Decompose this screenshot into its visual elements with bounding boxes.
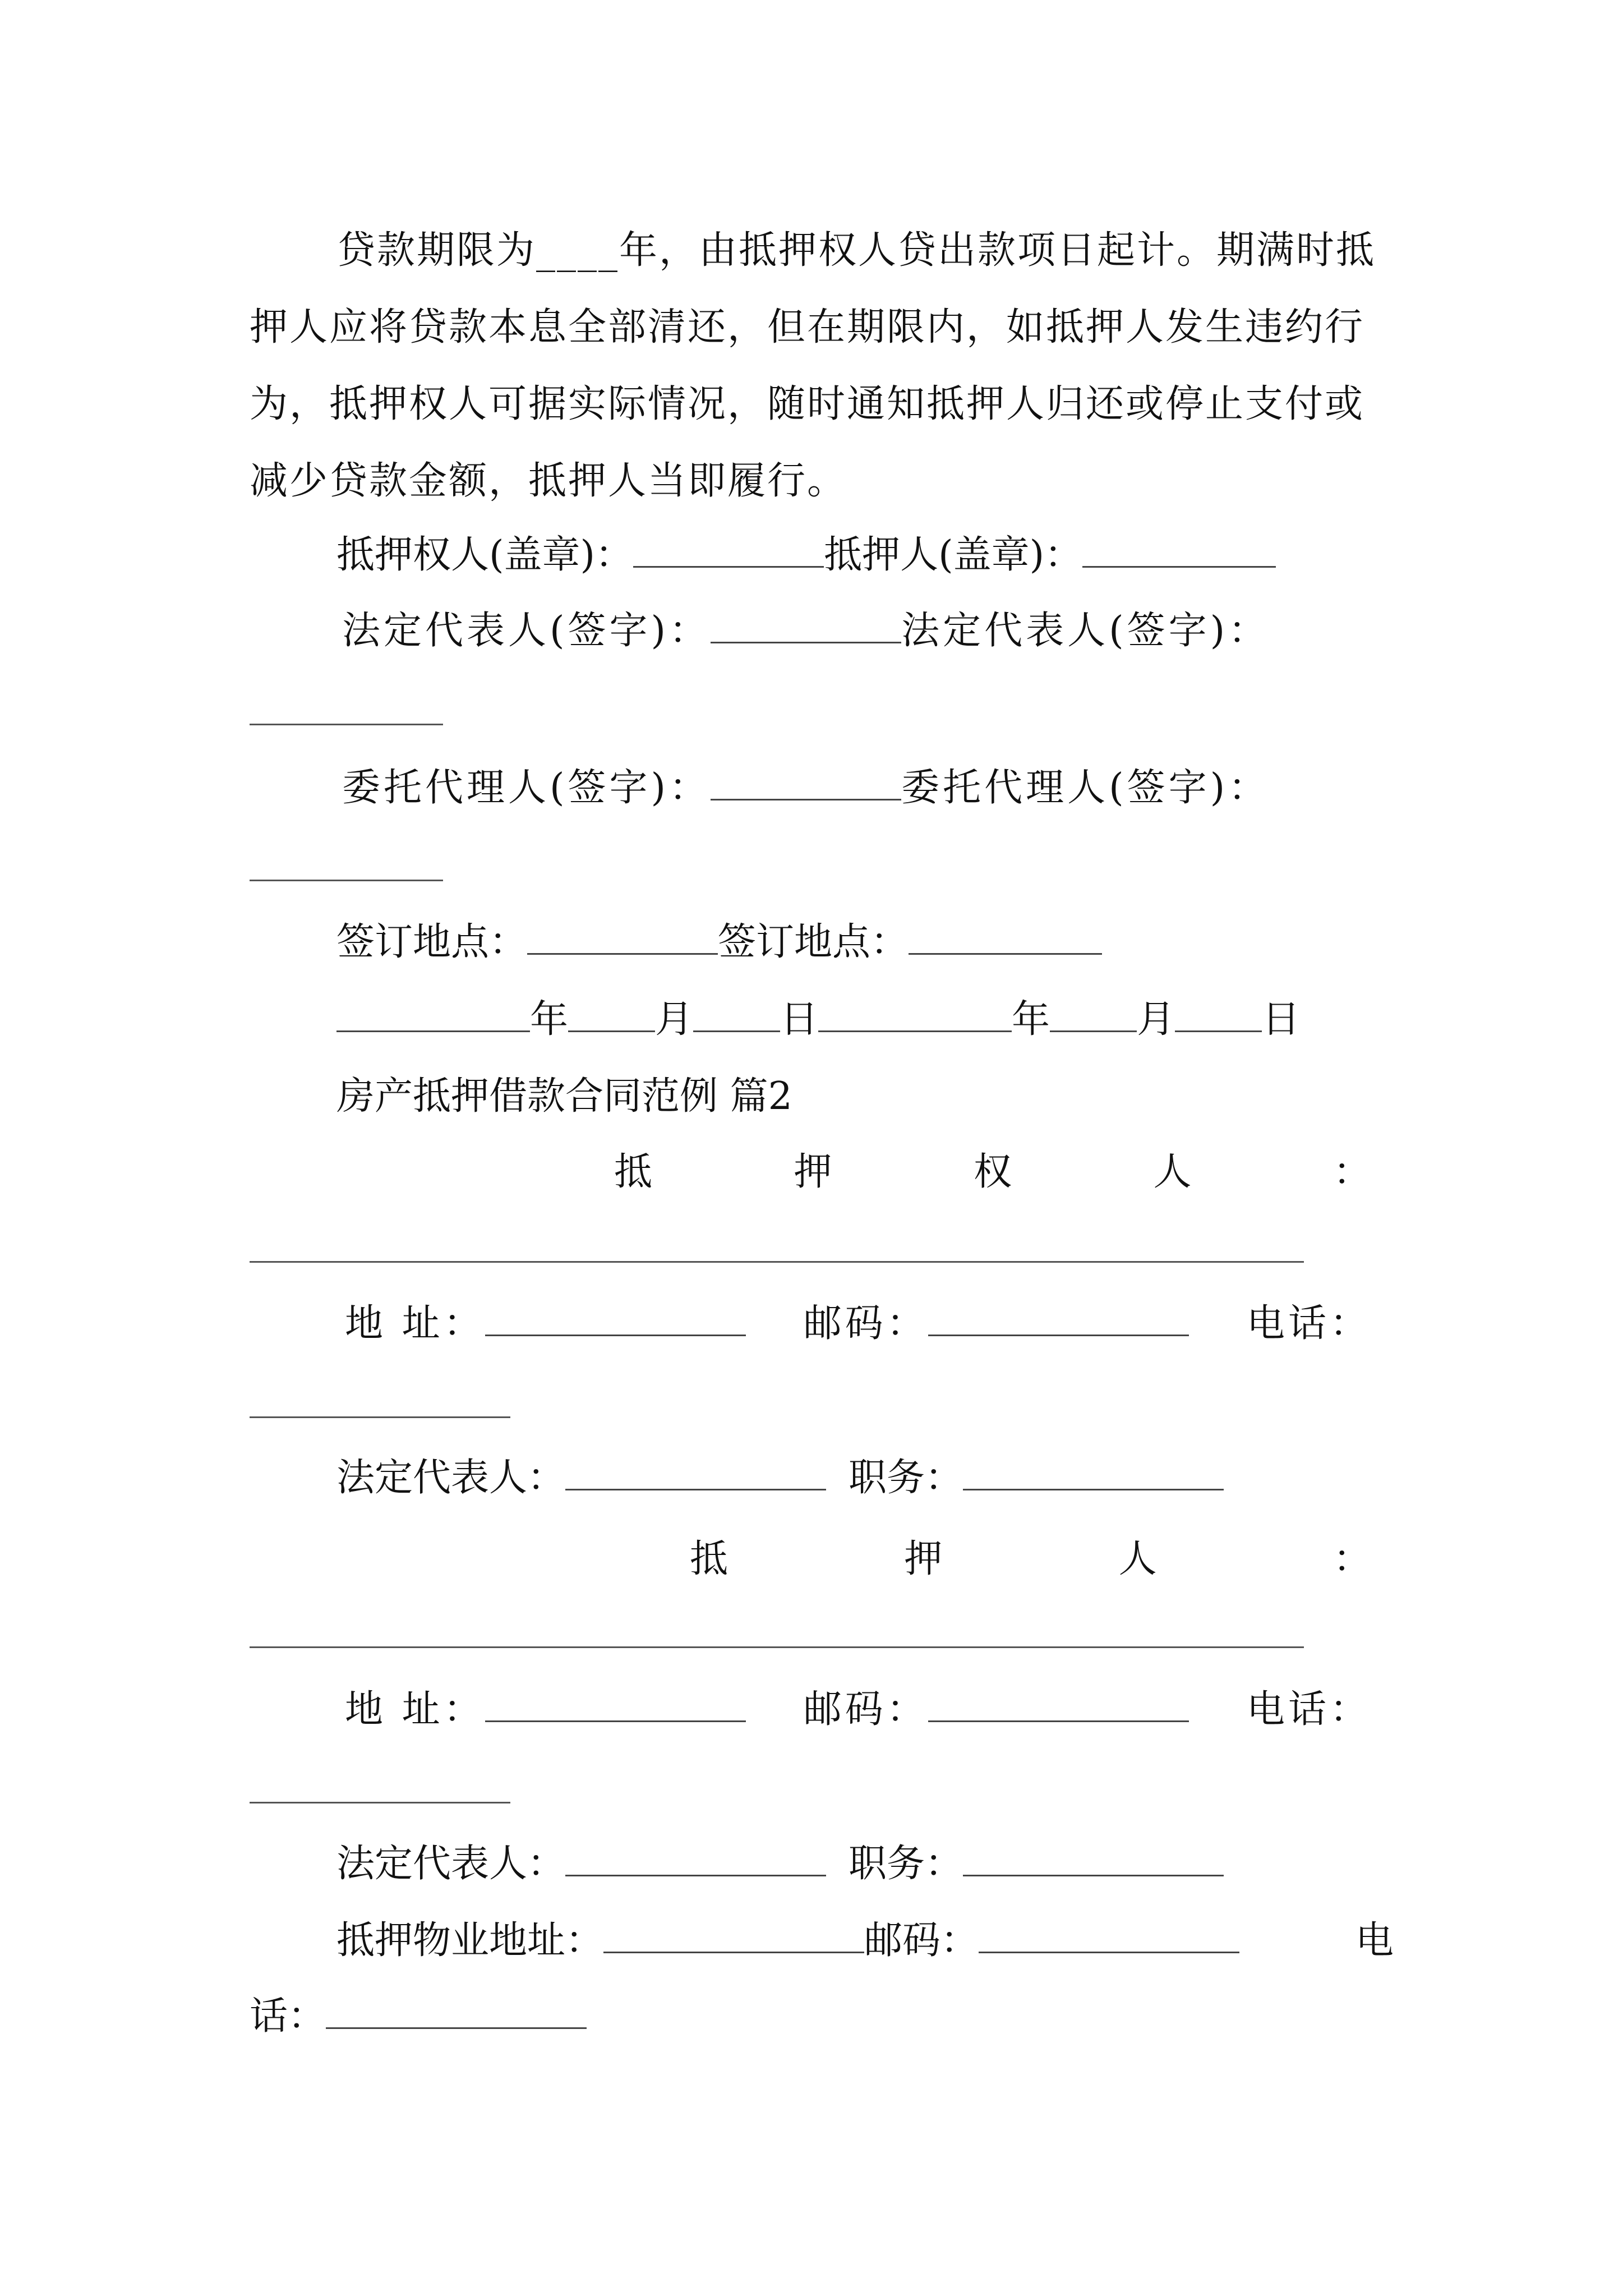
postcode-label: 邮码： <box>803 1687 928 1732</box>
date-line <box>336 992 1300 1048</box>
seal-line <box>336 527 1276 583</box>
legal-rep-line <box>342 603 1270 659</box>
position-blank[interactable] <box>963 1843 1224 1876</box>
mortgagor-char: ： <box>1332 1537 1371 1581</box>
day-label-1: 日 <box>780 997 819 1042</box>
phone-label: 电话： <box>1246 1687 1371 1732</box>
property-line <box>336 1913 1394 1969</box>
property-postcode-blank[interactable] <box>979 1920 1239 1953</box>
legal-rep-blank[interactable] <box>565 1843 826 1876</box>
month-blank-2[interactable] <box>1050 999 1137 1032</box>
position-label: 职务： <box>849 1456 963 1500</box>
address-blank[interactable] <box>485 1303 746 1336</box>
property-phone-label-a: 电 <box>1355 1918 1394 1963</box>
legal-rep-blank-2[interactable] <box>250 724 443 725</box>
mortgagor-name-blank[interactable] <box>250 1646 1304 1648</box>
property-phone-line <box>250 1989 587 2045</box>
agent-blank-1[interactable] <box>711 767 901 800</box>
year-blank-2[interactable] <box>818 999 1012 1032</box>
sign-place-blank-1[interactable] <box>527 922 718 955</box>
postcode-blank[interactable] <box>928 1303 1189 1336</box>
loan-term-paragraph <box>250 212 1394 519</box>
mortgagee-char: 抵 <box>614 1150 653 1194</box>
legal-rep-label-2: 法定代表人(签字)： <box>901 609 1270 653</box>
legal-rep-label: 法定代表人： <box>336 1842 566 1886</box>
legal-rep-label: 法定代表人： <box>336 1456 566 1500</box>
legal-rep-blank[interactable] <box>565 1457 826 1490</box>
mortgagee-char: 押 <box>794 1150 832 1194</box>
sign-place-blank-2[interactable] <box>909 922 1102 955</box>
year-blank-1[interactable] <box>336 999 530 1032</box>
position-label: 职务： <box>849 1842 963 1886</box>
mortgagee-name-blank[interactable] <box>250 1261 1304 1263</box>
property-address-label: 抵押物业地址： <box>336 1918 604 1963</box>
day-blank-1[interactable] <box>693 999 780 1032</box>
sign-place-line <box>336 914 1102 970</box>
property-phone-label-b: 话： <box>250 1994 326 2039</box>
address-label: 地 址： <box>345 1687 485 1732</box>
mortgagor-rep-line <box>336 1836 1224 1892</box>
postcode-blank[interactable] <box>928 1689 1189 1722</box>
address-blank[interactable] <box>485 1689 746 1722</box>
month-label-2: 月 <box>1137 997 1175 1042</box>
agent-label-1: 委托代理人(签字)： <box>342 766 711 810</box>
address-label: 地 址： <box>345 1301 485 1346</box>
postcode-label: 邮码： <box>803 1301 928 1346</box>
section-title: 房产抵押借款合同范例 篇2 <box>336 1074 792 1119</box>
sign-place-label-1: 签订地点： <box>336 920 528 964</box>
sign-place-label-2: 签订地点： <box>718 920 909 964</box>
mortgagor-contact-line <box>345 1682 1371 1738</box>
day-label-2: 日 <box>1262 997 1301 1042</box>
phone-blank[interactable] <box>250 1802 510 1803</box>
mortgagee-char: ： <box>1332 1150 1371 1194</box>
paragraph-text: 贷款期限为____年，由抵押权人贷出款项日起计。期满时抵押人应将贷款本息全部清还，但在期限内，如抵押人发生违约行为，抵押权人可据实际情况，随时通知抵押人归还或停止支付或减少贷款金额，抵押人当即履行。 <box>250 228 1376 503</box>
mortgagee-seal-label: 抵押权人(盖章)： <box>336 533 634 577</box>
legal-rep-blank-1[interactable] <box>711 610 901 643</box>
agent-label-2: 委托代理人(签字)： <box>901 766 1270 810</box>
month-blank-1[interactable] <box>568 999 655 1032</box>
month-label-1: 月 <box>655 997 694 1042</box>
property-phone-blank[interactable] <box>326 1996 587 2029</box>
year-label-2: 年 <box>1012 997 1050 1042</box>
mortgagee-char: 人 <box>1153 1150 1192 1194</box>
mortgagor-seal-label: 抵押人(盖章)： <box>824 533 1083 577</box>
mortgagee-heading <box>614 1144 1371 1200</box>
mortgagor-heading <box>690 1531 1371 1588</box>
mortgagee-char: 权 <box>973 1150 1012 1194</box>
mortgagor-char: 押 <box>904 1537 943 1581</box>
mortgagor-char: 抵 <box>690 1537 728 1581</box>
agent-line <box>342 760 1270 816</box>
mortgagor-seal-blank[interactable] <box>1082 535 1276 568</box>
legal-rep-label-1: 法定代表人(签字)： <box>342 609 711 653</box>
mortgagee-rep-line <box>336 1450 1224 1506</box>
mortgagee-contact-line <box>345 1296 1371 1352</box>
phone-label: 电话： <box>1246 1301 1371 1346</box>
position-blank[interactable] <box>963 1457 1224 1490</box>
mortgagor-char: 人 <box>1118 1537 1157 1581</box>
property-postcode-label: 邮码： <box>864 1918 979 1963</box>
phone-blank[interactable] <box>250 1416 510 1418</box>
property-address-blank[interactable] <box>603 1920 864 1953</box>
year-label-1: 年 <box>530 997 569 1042</box>
day-blank-2[interactable] <box>1175 999 1262 1032</box>
agent-blank-2[interactable] <box>250 880 443 881</box>
mortgagee-seal-blank[interactable] <box>633 535 824 568</box>
